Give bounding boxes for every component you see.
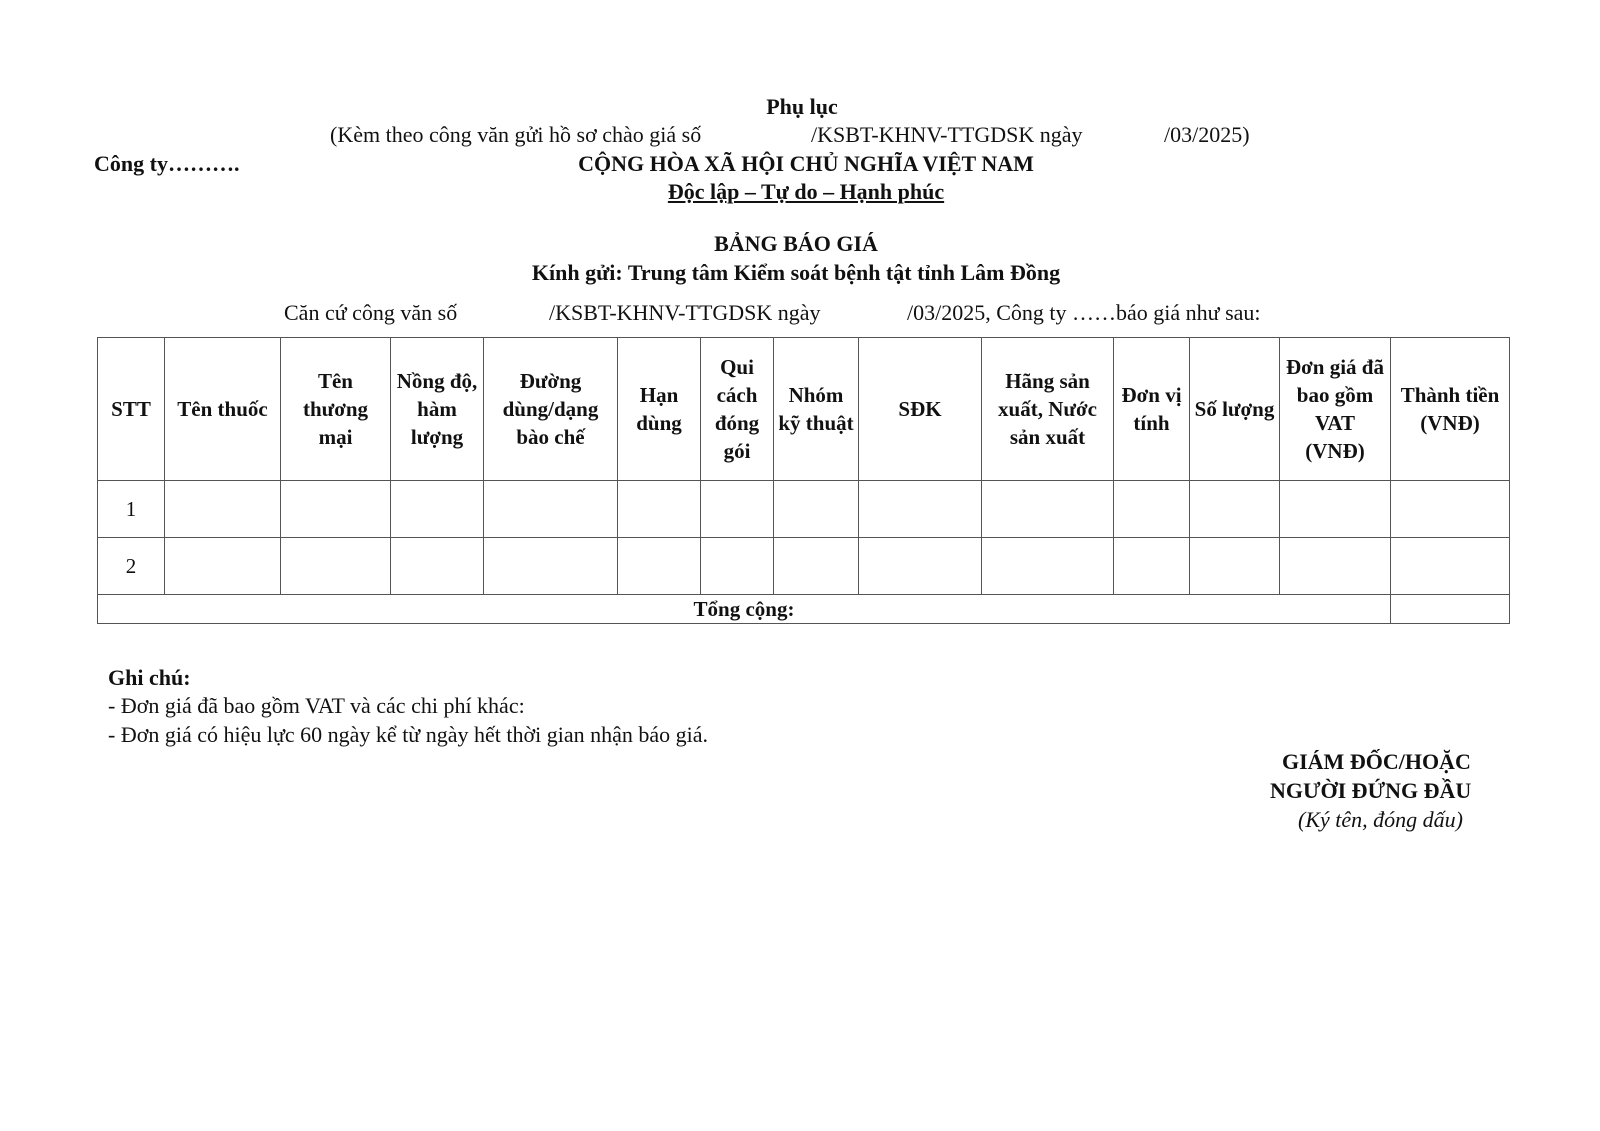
company-label: Công ty……….	[94, 151, 240, 176]
header-total-amount: Thành tiền (VNĐ)	[1391, 338, 1510, 481]
table-cell[interactable]	[859, 538, 982, 595]
header-concentration: Nồng độ, hàm lượng	[391, 338, 484, 481]
basis-suffix: /03/2025, Công ty ……báo giá như sau:	[907, 300, 1261, 325]
header-manufacturer: Hãng sản xuất, Nước sản xuất	[982, 338, 1114, 481]
table-cell[interactable]	[1190, 538, 1280, 595]
signature-title-line1: GIÁM ĐỐC/HOẶC	[1282, 749, 1471, 774]
header-stt: STT	[98, 338, 165, 481]
nation-title: CỘNG HÒA XÃ HỘI CHỦ NGHĨA VIỆT NAM	[578, 151, 1034, 176]
table-cell[interactable]	[618, 481, 701, 538]
table-cell[interactable]	[774, 481, 859, 538]
total-label: Tổng cộng:	[98, 595, 1391, 624]
table-cell[interactable]	[859, 481, 982, 538]
table-cell[interactable]	[484, 481, 618, 538]
quote-table	[97, 337, 1510, 624]
table-cell[interactable]	[281, 481, 391, 538]
table-cell[interactable]	[701, 481, 774, 538]
header-route-form: Đường dùng/dạng bào chế	[484, 338, 618, 481]
table-cell[interactable]	[701, 538, 774, 595]
total-row	[98, 595, 1510, 624]
table-cell[interactable]	[1391, 538, 1510, 595]
row-stt: 2	[98, 538, 165, 595]
table-cell[interactable]	[1280, 538, 1391, 595]
appendix-title: Phụ lục	[766, 94, 838, 119]
header-drug-name: Tên thuốc	[165, 338, 281, 481]
appendix-ref-prefix: (Kèm theo công văn gửi hồ sơ chào giá số	[330, 122, 702, 147]
table-cell[interactable]	[484, 538, 618, 595]
notes-title: Ghi chú:	[108, 665, 191, 690]
table-cell[interactable]	[1190, 481, 1280, 538]
basis-prefix: Căn cứ công văn số	[284, 300, 458, 325]
header-packaging: Qui cách đóng gói	[701, 338, 774, 481]
form-title: BẢNG BÁO GIÁ	[714, 231, 878, 256]
signature-note: (Ký tên, đóng dấu)	[1298, 807, 1463, 832]
table-cell[interactable]	[618, 538, 701, 595]
header-unit-price: Đơn giá đã bao gồm VAT (VNĐ)	[1280, 338, 1391, 481]
table-cell[interactable]	[281, 538, 391, 595]
table-header-row	[98, 338, 1510, 481]
table-cell[interactable]	[1114, 481, 1190, 538]
note-item: - Đơn giá đã bao gồm VAT và các chi phí khác:	[108, 693, 525, 718]
national-motto: Độc lập – Tự do – Hạnh phúc	[667, 179, 945, 204]
header-quantity: Số lượng	[1190, 338, 1280, 481]
table-cell[interactable]	[391, 538, 484, 595]
signature-title-line2: NGƯỜI ĐỨNG ĐẦU	[1270, 778, 1472, 803]
row-stt: 1	[98, 481, 165, 538]
table-row	[98, 538, 1510, 595]
appendix-ref-date: /03/2025)	[1164, 122, 1250, 147]
recipient-line: Kính gửi: Trung tâm Kiểm soát bệnh tật tỉnh Lâm Đồng	[531, 260, 1061, 285]
table-cell[interactable]	[1280, 481, 1391, 538]
table-row	[98, 481, 1510, 538]
header-unit: Đơn vị tính	[1114, 338, 1190, 481]
table-cell[interactable]	[165, 481, 281, 538]
basis-code: /KSBT-KHNV-TTGDSK ngày	[549, 300, 821, 325]
table-cell[interactable]	[1391, 481, 1510, 538]
total-amount-cell[interactable]	[1391, 595, 1510, 624]
appendix-ref-code: /KSBT-KHNV-TTGDSK ngày	[811, 122, 1083, 147]
table-cell[interactable]	[391, 481, 484, 538]
header-trade-name: Tên thương mại	[281, 338, 391, 481]
table-cell[interactable]	[165, 538, 281, 595]
table-cell[interactable]	[982, 538, 1114, 595]
table-cell[interactable]	[774, 538, 859, 595]
table-cell[interactable]	[1114, 538, 1190, 595]
header-expiry: Hạn dùng	[618, 338, 701, 481]
table-cell[interactable]	[982, 481, 1114, 538]
note-item: - Đơn giá có hiệu lực 60 ngày kể từ ngày hết thời gian nhận báo giá.	[108, 722, 709, 747]
header-technical-group: Nhóm kỹ thuật	[774, 338, 859, 481]
header-registration-number: SĐK	[859, 338, 982, 481]
